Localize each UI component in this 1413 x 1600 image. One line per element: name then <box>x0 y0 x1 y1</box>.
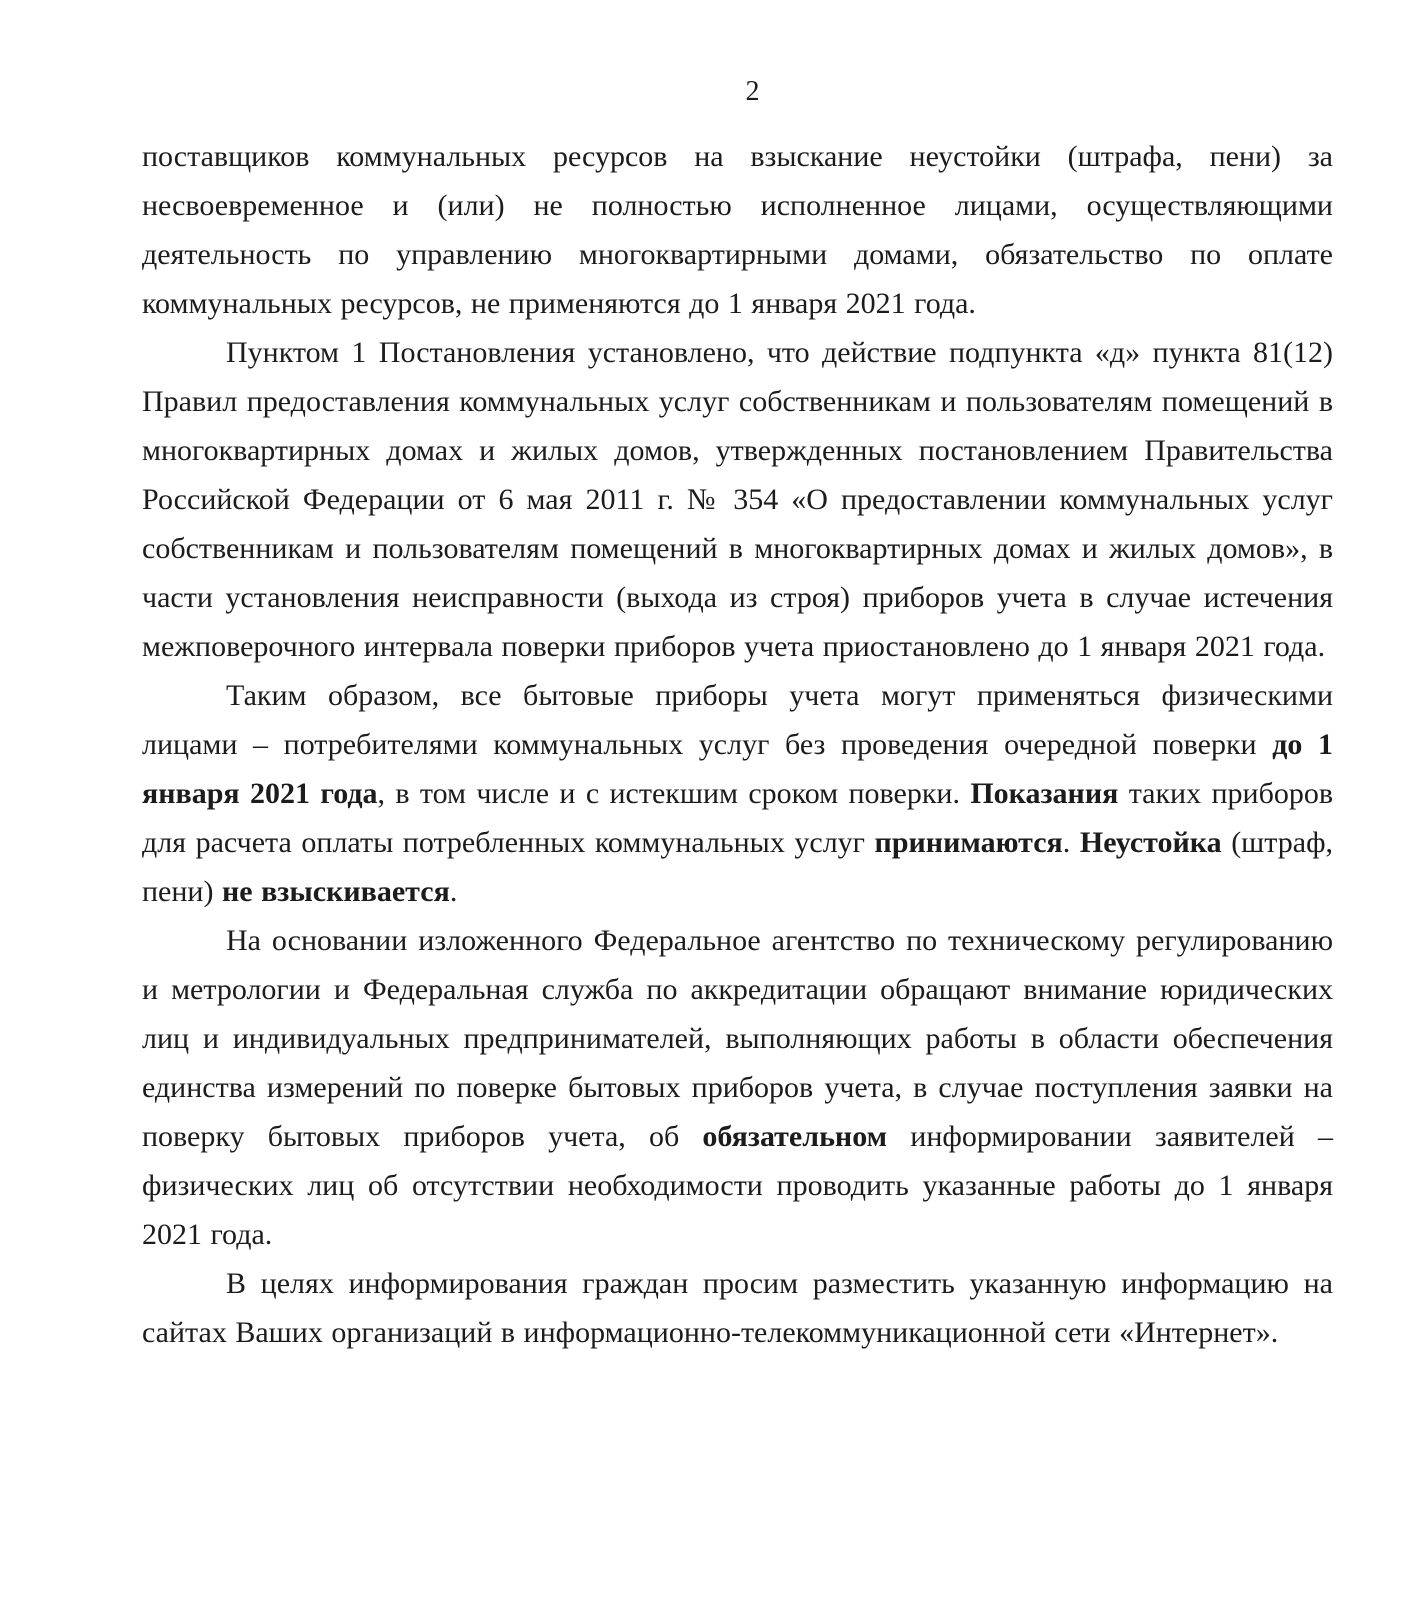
paragraph-3-text-6: . <box>449 875 458 908</box>
paragraph-3-bold-readings: Показания <box>970 777 1119 810</box>
paragraph-3-text-4: . <box>1062 826 1080 859</box>
paragraph-5: В целях информирования граждан просим разместить указанную информацию на сайтах Ваших организаций в информационно-телекоммуникационной сети «Интернет». <box>142 1267 1333 1349</box>
paragraph-3-text-5: (штраф, пени) <box>142 826 1334 908</box>
paragraph-2: Пунктом 1 Постановления установлено, что действие подпункта «д» пункта 81(12) Правил предоставления коммунальных услуг собственникам и пользователям помещений в многоквартирных домах и жилых домов, утвержденных постановлением Правительства Российской Федерации от 6 мая 2011 г. № 354 «О предоставлении коммунальных услуг собственникам и пользователям помещений в многоквартирных домах и жилых домов», в части установления неисправности (выхода из строя) приборов учета в случае истечения межповерочного интервала поверки приборов учета приостановлено до 1 января 2021 года. <box>142 336 1333 663</box>
paragraph-1: поставщиков коммунальных ресурсов на взыскание неустойки (штрафа, пени) за несвоевременное и (или) не полностью исполненное лицами, осуществляющими деятельность по управлению многоквартирными домами, обязательство по оплате коммунальных ресурсов, не применяются до 1 января 2021 года. <box>142 140 1333 320</box>
paragraph-4 <box>142 916 1333 1259</box>
paragraph-4-text-1: На основании изложенного Федеральное агентство по техническому регулированию и метрологии и Федеральная служба по аккредитации обращают внимание юридических лиц и индивидуальных предпринимателей, выполняющих работы в области обеспечения единства измерений по поверке бытовых приборов учета, в случае поступления заявки на поверку бытовых приборов учета, об <box>142 924 1333 1153</box>
paragraph-3-text-1: Таким образом, все бытовые приборы учета могут применяться физическими лицами – потребителями коммунальных услуг без проведения очередной поверки <box>142 679 1333 761</box>
page-number: 2 <box>745 76 760 107</box>
paragraph-3 <box>142 671 1333 916</box>
paragraph-3-bold-not-collected: не взыскивается <box>221 875 450 908</box>
paragraph-3-text-2: , в том числе и с истекшим сроком поверки. <box>377 777 971 810</box>
paragraph-3-bold-accepted: принимаются <box>874 826 1063 859</box>
paragraph-4-text-2: информировании заявителей – физических лиц об отсутствии необходимости проводить указанные работы до 1 января 2021 года. <box>142 1120 1333 1251</box>
paragraph-3-text-3: таких приборов для расчета оплаты потребленных коммунальных услуг <box>142 777 1333 859</box>
paragraph-4-bold-mandatory: обязательном <box>702 1120 888 1153</box>
paragraph-3-bold-date: до 1 января 2021 года <box>142 728 1333 810</box>
paragraph-3-bold-penalty: Неустойка <box>1079 826 1222 859</box>
